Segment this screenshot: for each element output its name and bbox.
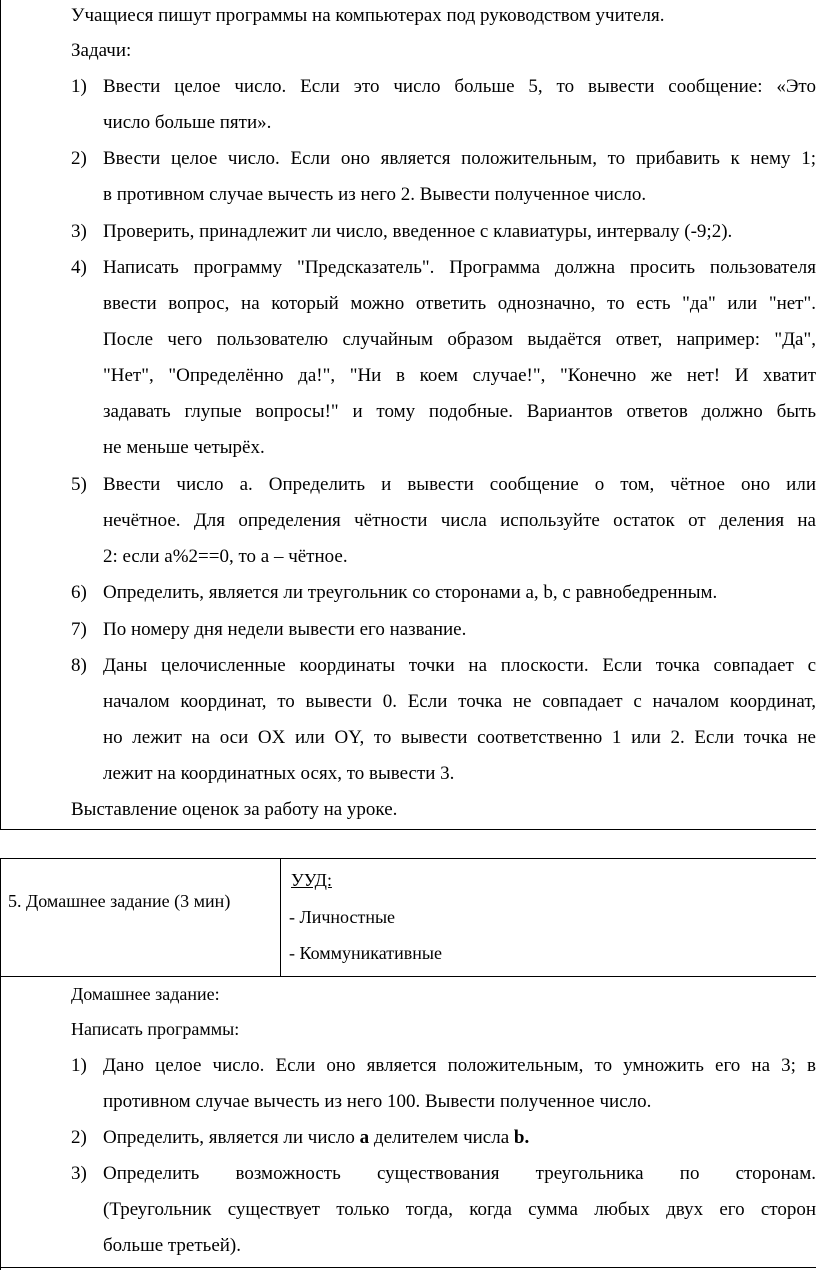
- task-8-line-4: лежит на координатных осях, то вывести 3.: [103, 763, 455, 784]
- hw-task-2-text-pre: Определить, является ли число: [103, 1127, 360, 1148]
- task-4-line-2: ввести вопрос, на который можно ответить однозначно, то есть "да" или "нет".: [103, 293, 816, 314]
- homework-header-left-border: [0, 858, 1, 1270]
- hw-task-2-var-a: a: [359, 1127, 370, 1148]
- task-5-line-1: Ввести число a. Определить и вывести сообщение о том, чётное оно или: [103, 474, 816, 495]
- homework-block-bottom-border: [0, 1267, 816, 1268]
- task-4-line-6: не меньше четырёх.: [103, 437, 265, 458]
- task-5-line-3: 2: если a%2==0, то a – чётное.: [103, 546, 348, 567]
- hw-task-2-var-b: b.: [513, 1127, 530, 1148]
- homework-heading: Домашнее задание:: [71, 984, 220, 1004]
- hw-task-1-number: 1): [71, 1055, 87, 1076]
- task-5-line-2: нечётное. Для определения чётности числа используйте остаток от деления на: [103, 510, 816, 531]
- uud-title: УУД:: [291, 870, 332, 890]
- task-4-number: 4): [71, 257, 87, 278]
- closing-text: Выставление оценок за работу на уроке.: [71, 799, 398, 820]
- task-2-line-1: Ввести целое число. Если оно является положительным, то прибавить к нему 1;: [103, 148, 816, 169]
- task-8-number: 8): [71, 655, 87, 676]
- task-8-line-1: Даны целочисленные координаты точки на плоскости. Если точка совпадает с: [103, 655, 816, 676]
- task-6-line-1: Определить, является ли треугольник со сторонами a, b, c равнобедренным.: [103, 582, 718, 603]
- task-4-line-4: "Нет", "Определённо да!", "Ни в коем случае!", "Конечно же нет! И хватит: [103, 365, 816, 386]
- task-1-number: 1): [71, 76, 87, 97]
- tasks-heading: Задачи:: [71, 40, 132, 61]
- uud-item-personal: - Личностные: [289, 907, 396, 927]
- top-block-left-border: [0, 0, 1, 830]
- task-4-line-1: Написать программу "Предсказатель". Программа должна просить пользователя: [103, 257, 816, 278]
- homework-header-top-border: [0, 858, 816, 859]
- hw-task-1-line-2: противном случае вычесть из него 100. Вывести полученное число.: [103, 1091, 652, 1112]
- homework-subheading: Написать программы:: [71, 1019, 240, 1039]
- task-2-line-2: в противном случае вычесть из него 2. Вывести полученное число.: [103, 184, 647, 205]
- intro-text: Учащиеся пишут программы на компьютерах под руководством учителя.: [71, 5, 665, 26]
- hw-task-2-number: 2): [71, 1127, 87, 1148]
- task-7-line-1: По номеру дня недели вывести его название.: [103, 619, 467, 640]
- task-4-line-3: После чего пользователю случайным образом выдаётся ответ, например: "Да",: [103, 329, 816, 350]
- uud-item-communicative: - Коммуникативные: [289, 943, 443, 963]
- task-3-number: 3): [71, 221, 87, 242]
- hw-task-3-line-1: Определить возможность существования треугольника по сторонам.: [103, 1163, 816, 1184]
- hw-task-1-line-1: Дано целое число. Если оно является положительным, то умножить его на 3; в: [103, 1055, 816, 1076]
- top-block-bottom-border: [0, 829, 816, 830]
- task-8-line-3: но лежит на оси OX или OY, то вывести соответственно 1 или 2. Если точка не: [103, 727, 816, 748]
- homework-header-divider: [280, 858, 281, 977]
- task-1-line-2: число больше пяти».: [103, 112, 272, 133]
- task-5-number: 5): [71, 474, 87, 495]
- task-4-line-5: задавать глупые вопросы!" и тому подобные. Вариантов ответов должно быть: [103, 401, 816, 422]
- task-6-number: 6): [71, 582, 87, 603]
- homework-header-bottom-border: [0, 976, 816, 977]
- task-2-number: 2): [71, 148, 87, 169]
- task-7-number: 7): [71, 619, 87, 640]
- hw-task-3-number: 3): [71, 1163, 87, 1184]
- hw-task-2-line-1: [103, 1127, 529, 1149]
- hw-task-3-line-3: больше третьей).: [103, 1235, 241, 1256]
- task-3-line-1: Проверить, принадлежит ли число, введенное с клавиатуры, интервалу (-9;2).: [103, 221, 733, 242]
- task-8-line-2: началом координат, то вывести 0. Если точка не совпадает с началом координат,: [103, 691, 816, 712]
- hw-task-3-line-2: (Треугольник существует только тогда, когда сумма любых двух его сторон: [103, 1199, 816, 1220]
- hw-task-2-text-mid: делителем числа: [369, 1127, 514, 1148]
- stage-label: 5. Домашнее задание (3 мин): [8, 891, 231, 911]
- task-1-line-1: Ввести целое число. Если это число больше 5, то вывести сообщение: «Это: [103, 76, 816, 97]
